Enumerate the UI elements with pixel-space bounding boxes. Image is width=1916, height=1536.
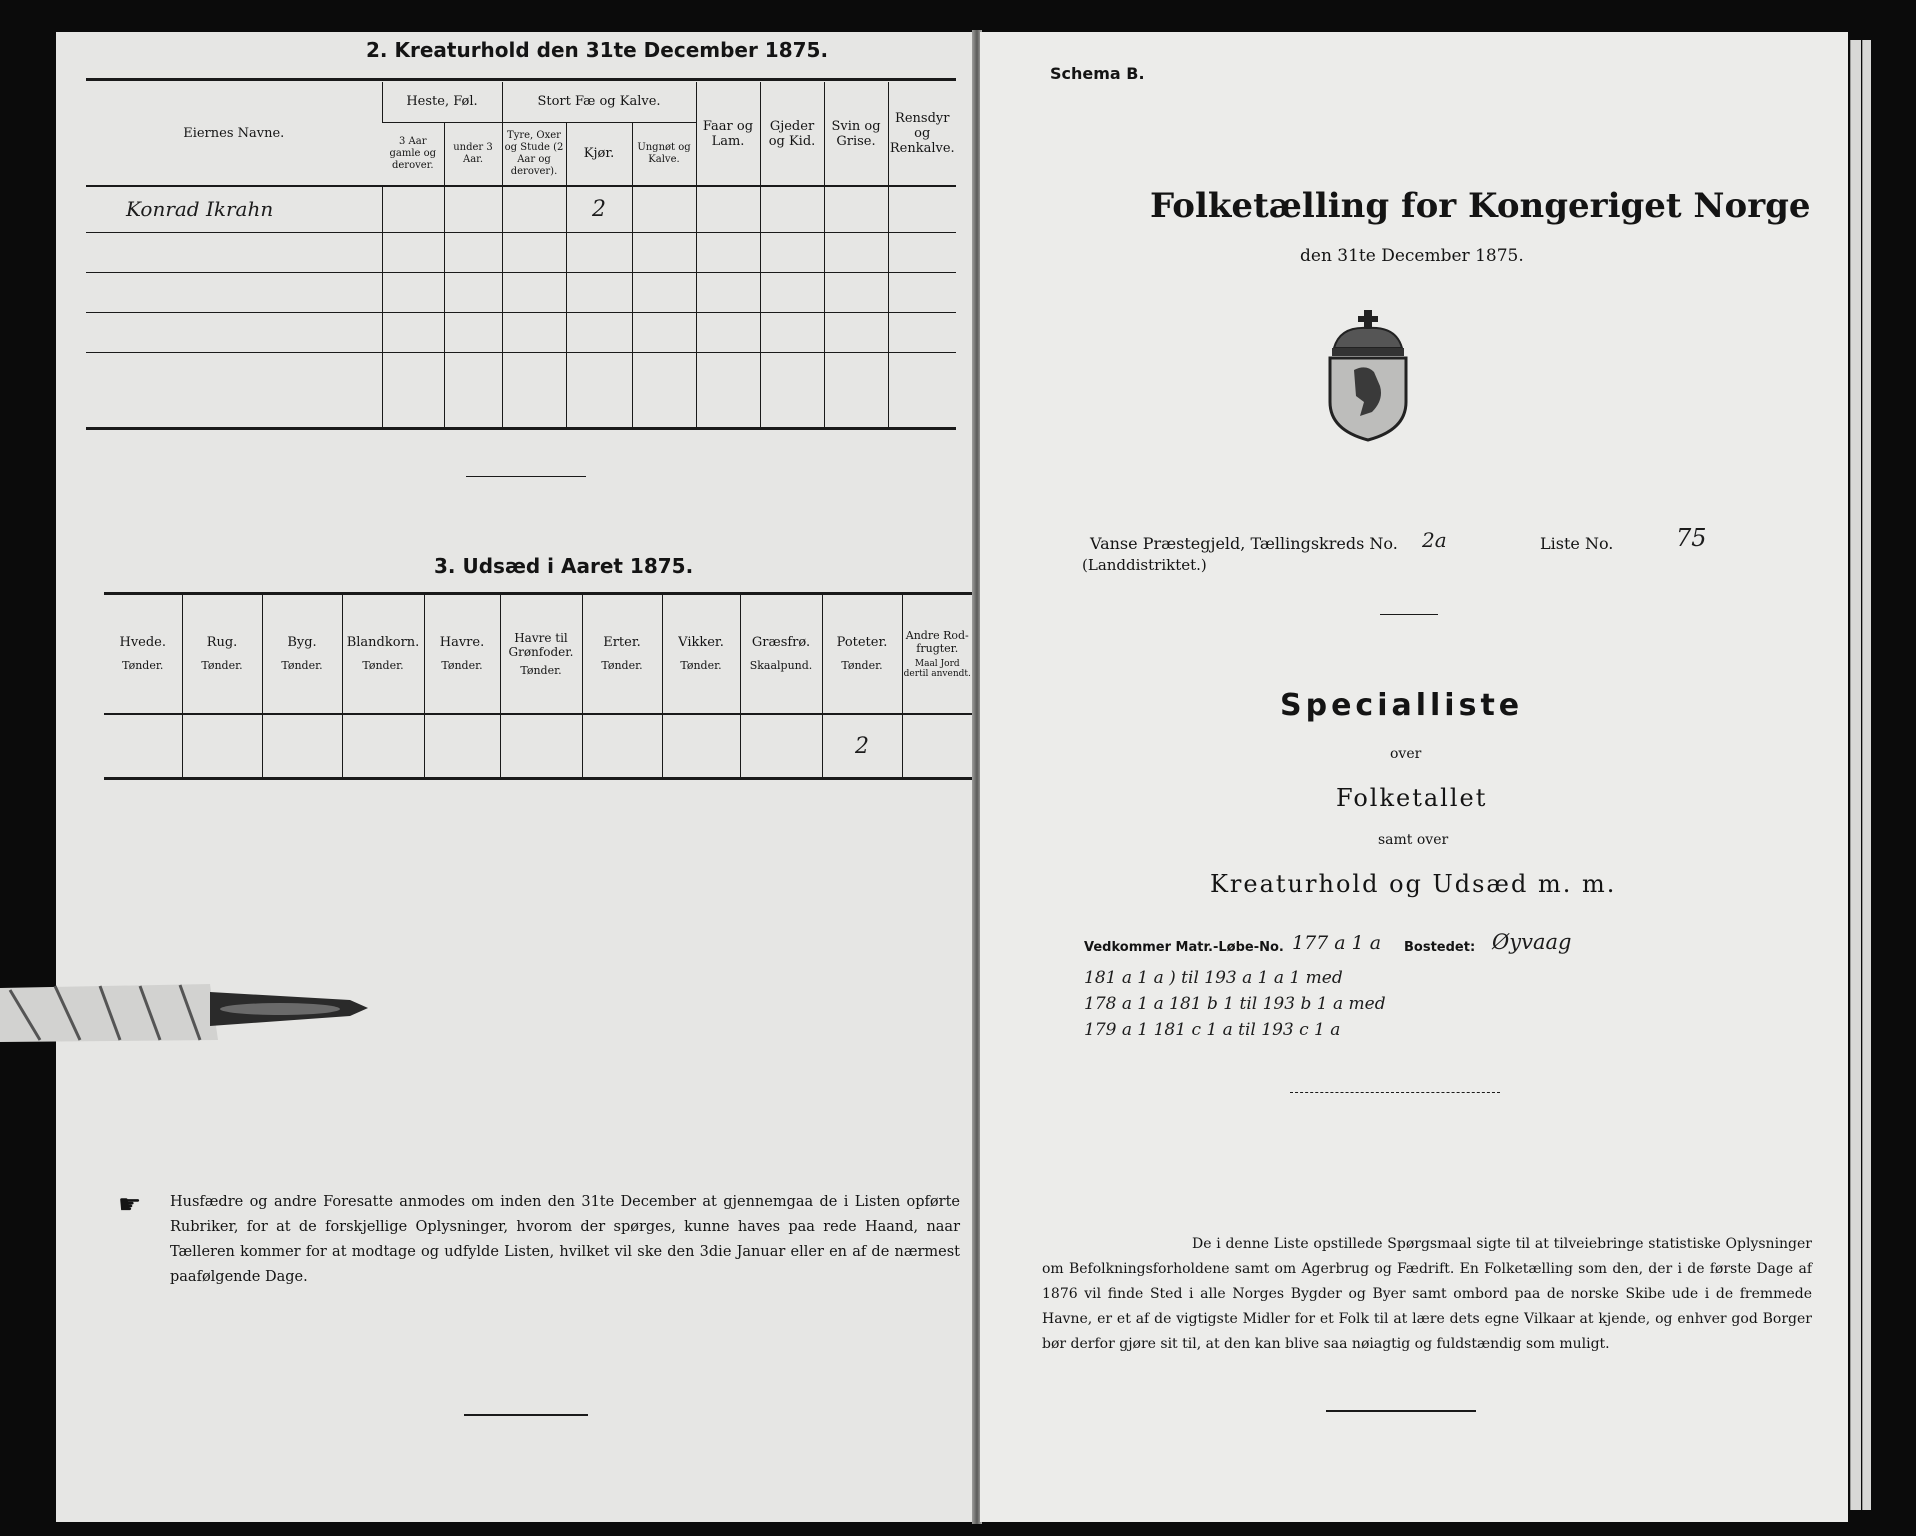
goats-header: Gjeder og Kid. (760, 82, 824, 186)
seed-header-name: Erter. (603, 635, 641, 651)
seed-header-unit: Tønder. (680, 659, 722, 673)
seed-header-name: Byg. (287, 635, 317, 651)
separator (466, 476, 586, 477)
right-page (980, 32, 1848, 1522)
page-edge (1850, 40, 1861, 1510)
horses-old-header: 3 Aar gamle og derover. (382, 122, 444, 186)
seed-header-name: Havre til Grønfoder. (508, 630, 574, 659)
left-page (56, 32, 974, 1522)
potatoes-cell: 2 (822, 714, 902, 778)
seed-header-name: Hvede. (119, 635, 167, 651)
cattle-young-header: Ungnøt og Kalve. (632, 122, 696, 186)
seed-header-unit: Tønder. (201, 659, 243, 673)
form-subtitle: den 31te December 1875. (1300, 246, 1524, 266)
bosted-label: Bostedet: (1404, 940, 1476, 955)
owner-cell: Konrad Ikrahn (126, 197, 274, 222)
notice-text: Husfædre og andre Foresatte anmodes om inden den 31te December at gjennemgaa de i Listen opførte Rubriker, for at de forskjellige Oplysninger, hvorom der spørges, kunne haves paa rede Haand, naar Tælleren kommer for at modtage og udfylde Listen, hvilket vil ske den 3die Januar eller en af de nærmest paafølgende Dage. (170, 1194, 960, 1285)
separator (464, 1414, 588, 1416)
section-2-title: 2. Kreaturhold den 31te December 1875. (366, 38, 829, 62)
page-edge (1862, 40, 1871, 1510)
form-title: Folketælling for Kongeriget Norge (1150, 186, 1811, 226)
reindeer-header: Rensdyr og Renkalve. (888, 82, 956, 186)
sheep-header: Faar og Lam. (696, 82, 760, 186)
liste-label: Liste No. (1540, 534, 1614, 553)
handwritten-line: 178 a 1 a 181 b 1 til 193 b 1 a med (1084, 994, 1386, 1014)
seed-header-name: Græsfrø. (751, 635, 811, 651)
kreaturhold-heading: Kreaturhold og Udsæd m. m. (1210, 870, 1617, 898)
seed-header-name: Rug. (206, 635, 238, 651)
seed-header-unit: Skaalpund. (749, 659, 813, 673)
seed-header-unit: Tønder. (841, 659, 883, 673)
bosted-value: Øyvaag (1492, 930, 1572, 954)
pigs-header: Svin og Grise. (824, 82, 888, 186)
seed-table (104, 594, 972, 780)
rule (86, 78, 956, 81)
seed-header-unit: Tønder. (362, 659, 404, 673)
liste-number: 75 (1676, 524, 1707, 552)
handwritten-line: 179 a 1 181 c 1 a til 193 c 1 a (1084, 1020, 1341, 1040)
cattle-cows-header: Kjør. (566, 122, 632, 186)
seed-header-unit: Tønder. (122, 659, 164, 673)
separator (1380, 614, 1438, 615)
separator (1290, 1092, 1500, 1093)
seed-header-unit: Tønder. (601, 659, 643, 673)
seed-header-unit: Tønder. (281, 659, 323, 673)
seed-header-unit: Tønder. (441, 659, 483, 673)
livestock-table (86, 82, 956, 430)
owner-header: Eiernes Navne. (86, 82, 382, 186)
matr-value: 177 a 1 a (1292, 932, 1382, 954)
horses-header: Heste, Føl. (382, 82, 502, 122)
section-3-title: 3. Udsæd i Aaret 1875. (434, 554, 694, 578)
schema-label: Schema B. (1050, 64, 1145, 83)
seed-header-name: Havre. (439, 635, 485, 651)
kreds-number: 2a (1422, 528, 1447, 552)
coat-of-arms-icon (1320, 308, 1416, 442)
specialliste-heading: Specialliste (1280, 688, 1524, 723)
pen-icon (0, 980, 370, 1060)
horses-young-header: under 3 Aar. (444, 122, 502, 186)
footer-text: De i denne Liste opstillede Spørgsmaal sigte til at tilveiebringe statistiske Oplysninger om Befolkningsforholdene samt om Agerbrug og Fædrift. En Folketælling som den, der i de første Dage af 1876 vil finde Sted i alle Norges Bygder og Byer samt ombord paa de norske Skibe ude i de fremmede Havne, er et af de vigtigste Midler for et Folk til at lære dets egne Vilkaar at kjende, og enhver god Borger bør derfor gjøre sit til, at den kan blive saa nøiagtig og fuldstændig som muligt. (1042, 1236, 1812, 1352)
seed-header-name: Andre Rod-frugter. (905, 628, 969, 655)
cows-cell: 2 (566, 186, 632, 232)
district-label: (Landdistriktet.) (1082, 556, 1207, 574)
over-text: over (1390, 746, 1422, 762)
separator (1326, 1410, 1476, 1412)
matr-label: Vedkommer Matr.-Løbe-No. (1084, 940, 1284, 955)
seed-header-name: Vikker. (678, 635, 724, 651)
cattle-bulls-header: Tyre, Oxer og Stude (2 Aar og derover). (502, 122, 566, 186)
cattle-header: Stort Fæ og Kalve. (502, 82, 696, 122)
folketallet-heading: Folketallet (1336, 784, 1488, 812)
handwritten-line: 181 a 1 a ) til 193 a 1 a 1 med (1084, 968, 1343, 988)
seed-header-name: Blandkorn. (346, 635, 420, 651)
samt-over-text: samt over (1378, 832, 1449, 848)
seed-header-unit: Tønder. (520, 663, 562, 677)
seed-header-unit: Maal Jord dertil anvendt. (903, 658, 971, 679)
parish-line: Vanse Præstegjeld, Tællingskreds No. (1090, 534, 1398, 553)
pointing-hand-icon: ☛ (118, 1190, 142, 1220)
seed-header-name: Poteter. (836, 635, 888, 651)
